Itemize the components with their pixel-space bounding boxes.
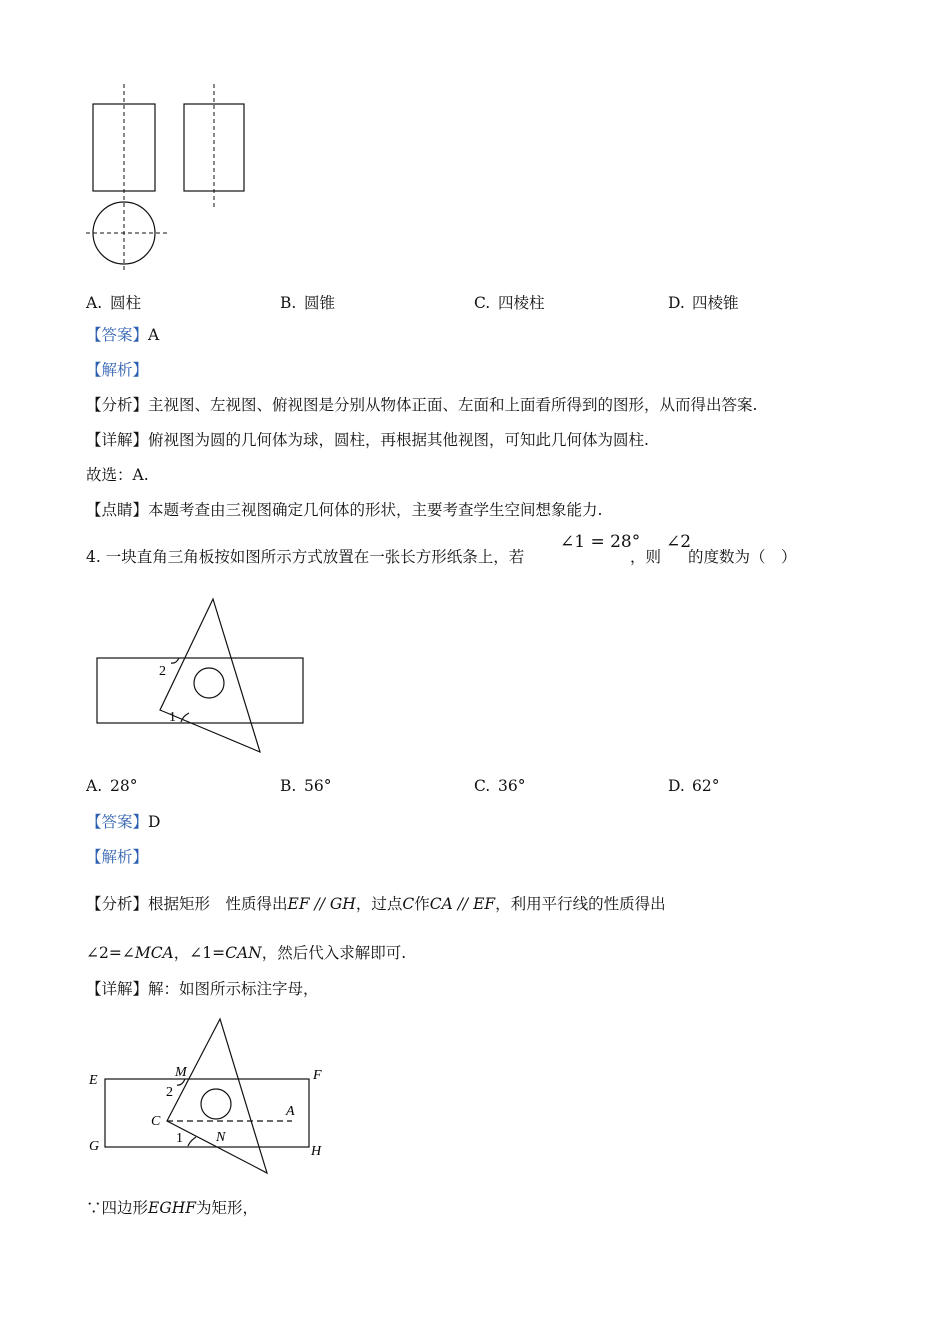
fig2-label-2: 2 [166,1085,173,1100]
triangle-ruler-2 [167,1019,267,1173]
q3-option-a[interactable]: A. 圆柱 [86,294,142,312]
q3-analysis-tag: 【解析】 [86,361,149,379]
q4-figure-1 [90,595,310,760]
q4-angle2-expr: ∠2 [666,532,692,552]
q3-answer: 【答案】A [86,326,160,344]
label-a: A [286,1104,295,1119]
q4-fenxi-line2: ∠2=∠MCA，∠1=CAN，然后代入求解即可. [86,944,407,962]
rectangle-eghf [105,1079,309,1147]
label-n: N [216,1130,226,1145]
paper-strip [97,658,303,723]
q4-last-line: ∵四边形EGHF为矩形， [86,1199,258,1217]
q4-option-c[interactable]: C. 36° [474,777,526,795]
ruler-hole [194,668,224,698]
q4-analysis-tag: 【解析】 [86,848,149,866]
q4-option-a[interactable]: A. 28° [86,777,138,795]
q3-dianjing: 【点睛】本题考查由三视图确定几何体的形状，主要考查学生空间想象能力. [86,501,603,519]
q3-option-b[interactable]: B. 圆锥 [280,294,336,312]
label-m: M [175,1065,187,1080]
q4-fenxi: 【分析】根据矩形 性质得出EF // GH，过点C作CA // EF，利用平行线的性质得出 [86,895,666,913]
q3-xiangjie: 【详解】俯视图为圆的几何体为球，圆柱，再根据其他视图，可知此几何体为圆柱. [86,431,649,449]
label-f: F [313,1068,322,1083]
q4-option-d[interactable]: D. 62° [668,777,720,795]
q3-fenxi: 【分析】主视图、左视图、俯视图是分别从物体正面、左面和上面看所得到的图形，从而得出答案. [86,396,758,414]
q4-answer: 【答案】D [86,813,161,831]
fig1-label-2: 2 [159,664,166,679]
angle-1-arc-2 [188,1137,196,1146]
label-g: G [89,1139,100,1154]
q4-xiangjie: 【详解】解：如图所示标注字母， [86,980,319,998]
label-h: H [311,1144,322,1159]
label-e: E [89,1073,98,1088]
label-c: C [151,1114,161,1129]
q4-stem-part3: 的度数为（ ） [688,548,797,566]
q4-figure-2 [80,1015,340,1180]
angle-2-arc [171,658,179,663]
q3-option-d[interactable]: D. 四棱锥 [668,294,739,312]
ruler-hole-2 [201,1089,231,1119]
q3-option-c[interactable]: C. 四棱柱 [474,294,545,312]
q4-angle1-expr: ∠1 = 28° [560,532,641,552]
q3-choose: 故选：A. [86,466,149,484]
q4-stem-part2: ，则 [630,548,662,566]
q4-option-b[interactable]: B. 56° [280,777,332,795]
three-views-figure [80,80,260,275]
triangle-ruler [160,599,260,752]
fig1-label-1: 1 [169,710,176,725]
fig2-label-1: 1 [176,1131,183,1146]
q4-stem-part1: 4. 一块直角三角板按如图所示方式放置在一张长方形纸条上，若 [86,548,525,566]
